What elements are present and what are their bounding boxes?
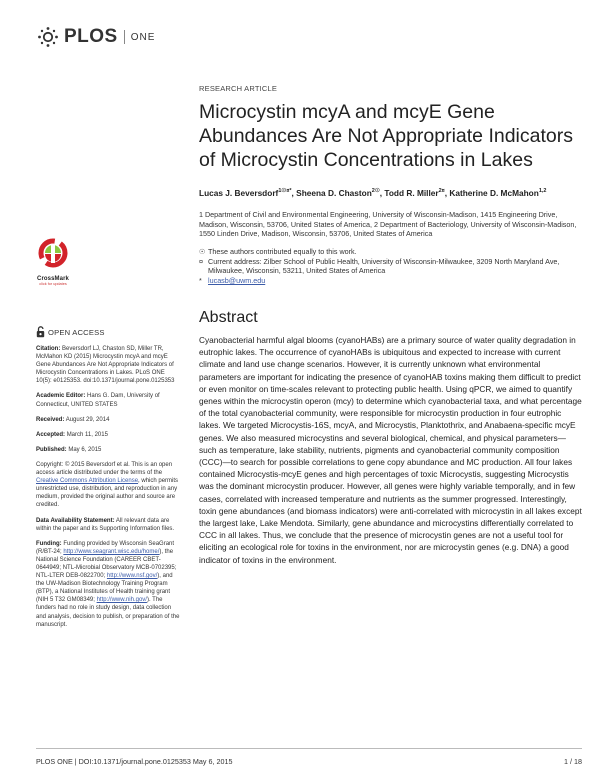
journal-name: ONE [130, 31, 156, 43]
author-list [199, 186, 579, 199]
published-date: Published: May 6, 2015 [36, 446, 102, 453]
author[interactable]: Todd R. Miller$^{2¤}$, [384, 187, 450, 198]
plos-dots-icon [36, 26, 60, 48]
brand-name: PLOS [64, 26, 118, 47]
received-date: Received: August 29, 2014 [36, 416, 110, 423]
article-type: RESEARCH ARTICLE [199, 84, 278, 93]
academic-editor: Academic Editor: Hans G. Dam, University of Connecticut, UNITED STATES [36, 393, 160, 408]
author-notes [199, 247, 584, 285]
page-number: 1 / 18 [564, 757, 582, 766]
footer-citation: PLOS ONE | DOI:10.1371/journal.pone.0125353 May 6, 2015 [36, 757, 233, 766]
nsf-link[interactable]: http://www.nsf.gov/ [106, 573, 158, 580]
plos-one-logo[interactable] [36, 26, 155, 48]
citation: Citation: Beversdorf LJ, Chaston SD, Miller TR, McMahon KD (2015) Microcystin mcyA and mcyE Gene Abundances Are Not Appropriate Indicators of Microcystin Concentrations in Lakes. PLoS ONE 10(5): e0125353. doi:10.1371/journal.pone.0125353 [36, 346, 175, 385]
crossmark-label: CrossMark [37, 276, 69, 282]
license-link[interactable]: Creative Commons Attribution License [36, 478, 139, 485]
footer-divider [36, 748, 582, 749]
funding: Funding: Funding provided by Wisconsin SeaGrant (R/BT-24; http://www.seagrant.wisc.edu/home/), the National Science Foundation (CAREER CBET-0644949; NTL-Microbial Observatory MCB-0702395; NTL-LTER DEB-0822700; http://www.nsf.gov/), and the UW-Madison Biotechnology Training Program (BTP), a National Institutes of Health training grant (NIH 5 T32 GM08349; http://www.nih.gov/). The funders had no role in study design, data collection and analysis, decision to publish, or preparation of the manuscript. [36, 540, 180, 628]
affiliations: 1 Department of Civil and Environmental Engineering, University of Wisconsin-Madison, 1415 Engineering Drive, Madison, Wisconsin, 53706, United States of America, 2 Department of Bacteriology, University of Wisconsin-Madison, 1550 Linden Drive, Madison, Wisconsin, 53706, United States of America [199, 210, 577, 239]
open-lock-icon [36, 326, 45, 338]
author[interactable]: Lucas J. Beversdorf$^{1☉¤*}$, [199, 187, 297, 198]
seagrant-link[interactable]: http://www.seagrant.wisc.edu/home/ [63, 548, 160, 555]
crossmark-sublabel: click for updates [39, 282, 67, 286]
crossmark-icon [36, 238, 70, 270]
note-corresponding-email: * lucasb@uwm.edu [199, 275, 266, 285]
nih-link[interactable]: http://www.nih.gov/ [96, 597, 147, 604]
abstract-text: Cyanobacterial harmful algal blooms (cyanoHABs) are a primary source of water quality degradation in eutrophic lakes. The occurrence of cyanoHABs is ubiquitous and expected to increase with current climate and land use change scenarios. However, it is currently unknown what environmental parameters are important for indicating the presence of cyanoHAB toxins making them difficult to predict or even monitor on time-scales relevant to protecting public health. Using qPCR, we aimed to quantify genes within the microcystin operon (mcy) to determine which cyanobacterial taxa, and what percentage of the total cyanobacterial community, were responsible for microcystin production in four eutrophic lakes. We targeted Microcystis-16S, mcyA, and Microcystis, Planktothrix, and Anabaena-specific mcyE genes. We also measured microcystins and several biological, chemical, and physical parameters—such as temperature, lake stability, nutrients, pigments and cyanobacterial community composition (CCC)—to search for possible correlations to gene copy abundance and MC production. All four lakes contained Microcystis-mcyE genes and high percentages of toxic Microcystis, suggesting Microcystis was the dominant microcystin producer. However, all genes were highly variable temporally, and in few cases, correlated with increased temperature and nutrients as the summer progressed. Interestingly, toxin gene abundances (and biomass indicators) were anti-correlated with microcystin in all lakes except the largest lake, Lake Mendota. Similarly, gene abundance and microcystins differentially correlated to CCC in all lakes. Thus, we conclude that the presence of microcystin genes are not a useful tool for eliciting an ecological role for toxins in the environment, nor are microcystin genes (e.g. DNA) a good indicator of toxins in the environment. [199, 335, 582, 565]
abstract-heading: Abstract [199, 309, 258, 326]
article-info-sidebar [36, 345, 182, 636]
data-availability: Data Availability Statement: All relevant data are within the paper and its Supporting Information files. [36, 517, 175, 532]
logo-divider [124, 30, 125, 44]
accepted-date: Accepted: March 11, 2015 [36, 431, 108, 438]
copyright: Copyright: © 2015 Beversdorf et al. This is an open access article distributed under the terms of the Creative Commons Attribution License, which permits unrestricted use, distribution, and reproduction in any medium, provided the original author and source are credited. [36, 461, 179, 509]
note-current-address: ¤ Current address: Zilber School of Public Health, University of Wisconsin-Milwaukee, 3209 North Maryland Ave, Milwaukee, Wisconsin, 53211, United States of America [199, 256, 560, 276]
note-equal-contribution: ☉ These authors contributed equally to this work. [199, 247, 357, 256]
author[interactable]: Sheena D. Chaston$^{2☉}$, [296, 187, 385, 198]
open-access-badge [36, 326, 105, 338]
crossmark-badge[interactable] [36, 238, 70, 286]
author[interactable]: Katherine D. McMahon$^{1,2}$ [449, 187, 547, 198]
email-link[interactable]: lucasb@uwm.edu [208, 275, 266, 285]
article-title: Microcystin mcyA and mcyE Gene Abundances Are Not Appropriate Indicators of Microcystin Concentrations in Lakes [199, 101, 573, 171]
open-access-label: OPEN ACCESS [48, 327, 105, 337]
